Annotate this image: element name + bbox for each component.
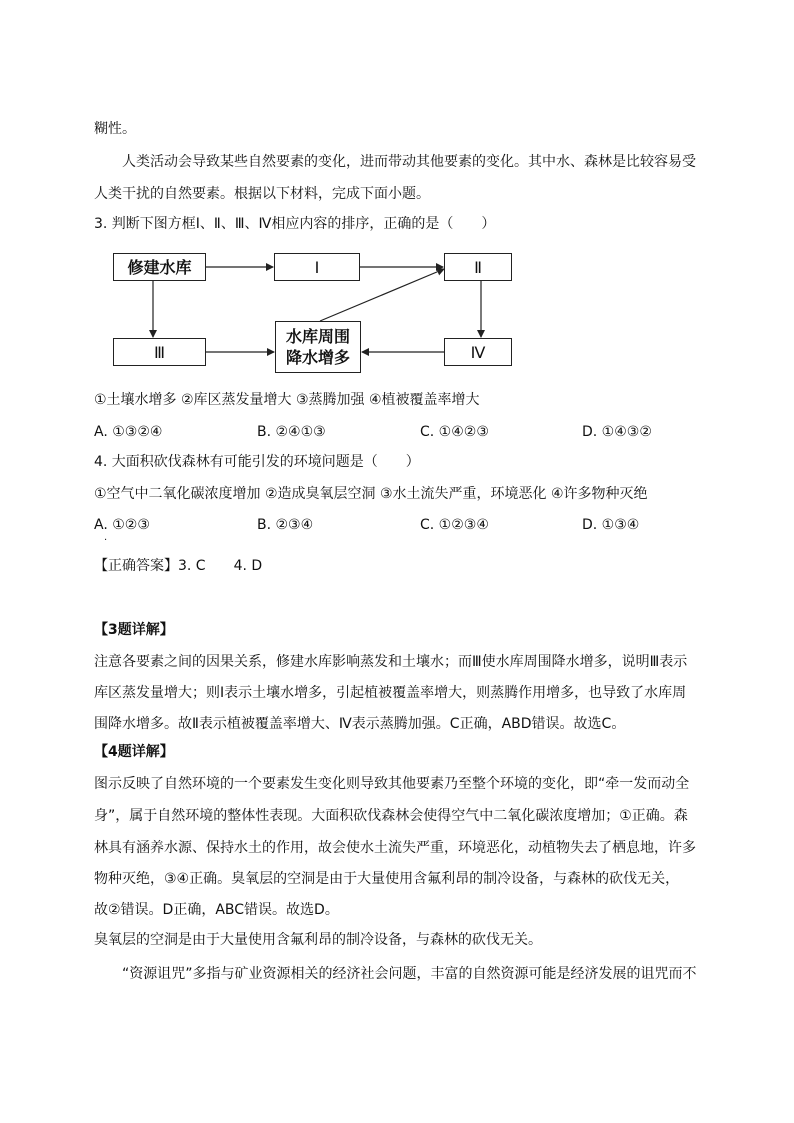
explain-4-heading: 【4题详解】 (94, 744, 174, 760)
text-line: “资源诅咒”多指与矿业资源相关的经济社会问题，丰富的自然资源可能是经济发展的诅咒而不 (122, 966, 697, 982)
text-line: 图示反映了自然环境的一个要素发生变化则导致其他要素乃至整个环境的变化，即“牵一发而动全 (94, 776, 690, 792)
q4-option-d: D. ①③④ (582, 517, 640, 533)
explain-3-heading: 【3题详解】 (94, 622, 174, 638)
text-line: 物种灭绝，③④正确。臭氧层的空洞是由于大量使用含氟利昂的制冷设备，与森林的砍伐无关， (94, 871, 680, 887)
correct-answer: 【正确答案】3. C 4. D (94, 558, 263, 574)
box-I: Ⅰ (274, 253, 360, 281)
q3-option-c: C. ①④②③ (420, 424, 489, 440)
text-line: 身”，属于自然环境的整体性表现。大面积砍伐森林会使得空气中二氧化碳浓度增加；①正确。森 (94, 808, 688, 824)
question-4-stem: 4. 大面积砍伐森林有可能引发的环境问题是（ ） (94, 454, 420, 470)
q3-option-b: B. ②④①③ (257, 424, 326, 440)
text-line: 糊性。 (94, 121, 136, 137)
text-line: 人类活动会导致某些自然要素的变化，进而带动其他要素的变化。其中水、森林是比较容易受 (122, 154, 696, 170)
text-line: 围降水增多。故Ⅱ表示植被覆盖率增大、Ⅳ表示蒸腾加强。C正确，ABD错误。故选C。 (94, 716, 626, 732)
box-center-line1: 水库周围 (285, 327, 350, 346)
box-center-rainfall (275, 321, 361, 373)
text-line: 故②错误。D正确，ABC错误。故选D。 (94, 902, 339, 918)
q4-option-b: B. ②③④ (257, 517, 314, 533)
text-line: 人类干扰的自然要素。根据以下材料，完成下面小题。 (94, 186, 430, 202)
box-IV: Ⅳ (444, 338, 512, 366)
text-line: 臭氧层的空洞是由于大量使用含氟利昂的制冷设备，与森林的砍伐无关。 (94, 932, 542, 948)
q3-option-d: D. ①④③② (582, 424, 652, 440)
text-line: 林具有涵养水源、保持水土的作用，故会使水土流失严重，环境恶化，动植物失去了栖息地，许多 (94, 840, 696, 856)
text-line: 库区蒸发量增大；则Ⅰ表示土壤水增多，引起植被覆盖率增大，则蒸腾作用增多，也导致了水库周 (94, 685, 687, 701)
q3-option-a: A. ①③②④ (94, 424, 163, 440)
question-3-items: ①土壤水增多 ②库区蒸发量增大 ③蒸腾加强 ④植被覆盖率增大 (94, 392, 480, 408)
text-line: 注意各要素之间的因果关系，修建水库影响蒸发和土壤水；而Ⅲ使水库周围降水增多，说明Ⅲ表示 (94, 654, 688, 670)
box-center-line2: 降水增多 (285, 348, 350, 367)
q4-option-c: C. ①②③④ (420, 517, 489, 533)
question-3-stem: 3. 判断下图方框Ⅰ、Ⅱ、Ⅲ、Ⅳ相应内容的排序，正确的是（ ） (94, 216, 496, 232)
box-build-reservoir: 修建水库 (113, 253, 206, 281)
box-III: Ⅲ (113, 338, 206, 366)
question-4-items: ①空气中二氧化碳浓度增加 ②造成臭氧层空洞 ③水土流失严重，环境恶化 ④许多物种灭绝 (94, 486, 648, 502)
q4-option-a: A. ①②③ (94, 517, 150, 533)
stray-dot: . (104, 532, 108, 543)
box-II: Ⅱ (444, 253, 512, 281)
